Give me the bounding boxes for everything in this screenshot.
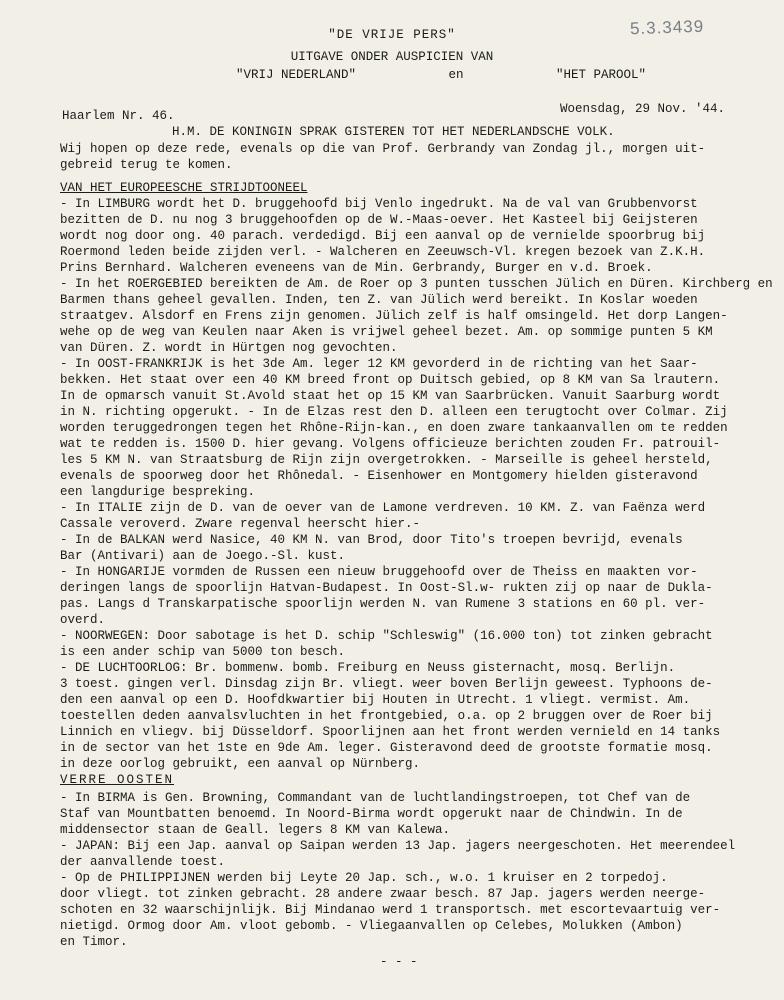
text-line: evenals de spoorweg door het Rhônedal. - Eisenhower en Montgomery hielden gisteravond bbox=[60, 469, 698, 483]
text-line: Bar (Antivari) aan de Joego.-Sl. kust. bbox=[60, 549, 346, 563]
text-line: Wij hopen op deze rede, evenals op die van Prof. Gerbrandy van Zondag jl., morgen uit- bbox=[60, 142, 706, 156]
text-line: - NOORWEGEN: Door sabotage is het D. schip "Schleswig" (16.000 ton) tot zinken gebracht bbox=[60, 629, 713, 643]
masthead-organisations bbox=[236, 68, 646, 82]
text-line: deringen langs de spoorlijn Hatvan-Budapest. In Oost-Sl.w- rukten zij op naar de Dukla- bbox=[60, 581, 713, 595]
masthead-subtitle: UITGAVE ONDER AUSPICIEN VAN bbox=[290, 50, 494, 64]
text-line: wordt nog door ong. 40 parach. verdedigd. Bij een aanval op de vernielde spoorbrug bij bbox=[60, 229, 706, 243]
text-line: - JAPAN: Bij een Jap. aanval op Saipan werden 13 Jap. jagers neergeschoten. Het meerendeel bbox=[60, 839, 736, 853]
text-line: - In OOST-FRANKRIJK is het 3de Am. leger 12 KM gevorderd in de richting van het Saar- bbox=[60, 357, 698, 371]
text-line: wat te redden is. 1500 D. hier gevang. Volgens officieuze berichten zouden Fr. patrouil- bbox=[60, 437, 721, 451]
masthead-conjunction: en bbox=[448, 68, 464, 82]
section-heading-europe: VAN HET EUROPEESCHE STRIJDTOONEEL bbox=[60, 181, 308, 195]
text-line: Prins Bernhard. Walcheren eveneens van de Min. Gerbrandy, Burger en v.d. Broek. bbox=[60, 261, 653, 275]
text-line: schoten en 32 waarschijnlijk. Bij Mindanao werd 1 transportsch. met escortevaartuig ver- bbox=[60, 903, 721, 917]
text-line: van Düren. Z. wordt in Hürtgen nog gevochten. bbox=[60, 341, 398, 355]
closing-dashes: - - - bbox=[380, 955, 418, 969]
text-line: Roermond leden beide zijden verl. - Walcheren en Zeeuwsch-Vl. kregen bezoek van Z.K.H. bbox=[60, 245, 706, 259]
text-line: - In LIMBURG wordt het D. bruggehoofd bij Venlo ingedrukt. Na de val van Grubbenvorst bbox=[60, 197, 698, 211]
text-line: - In HONGARIJE vormden de Russen een nieuw bruggehoofd over de Theiss en maakten vor- bbox=[60, 565, 698, 579]
archive-number-mark: 5.3.3439 bbox=[629, 16, 705, 39]
text-line: toestellen deden aanvalsvluchten in het frontgebied, o.a. op 2 bruggen over de Roer bij bbox=[60, 709, 713, 723]
text-line: middensector staan de Geall. legers 8 KM van Kalewa. bbox=[60, 823, 451, 837]
text-line: les 5 KM N. van Straatsburg de Rijn zijn overgetrokken. - Marseille is geheel hersteld, bbox=[60, 453, 713, 467]
issue-date: Woensdag, 29 Nov. '44. bbox=[560, 102, 726, 116]
text-line: In de opmarsch vanuit St.Avold staat het op 15 KM van Saarbrücken. Vanuit Saarburg wordt bbox=[60, 389, 721, 403]
text-line: overd. bbox=[60, 613, 106, 627]
masthead-org-vrij-nederland: "VRIJ NEDERLAND" bbox=[236, 68, 357, 82]
masthead-org-het-parool: "HET PAROOL" bbox=[555, 68, 646, 82]
text-line: 3 toest. gingen verl. Dinsdag zijn Br. vliegt. weer boven Berlijn geweest. Typhoons de- bbox=[60, 677, 713, 691]
section-heading-far-east: VERRE OOSTEN bbox=[60, 773, 175, 787]
text-line: - Op de PHILIPPIJNEN werden bij Leyte 20 Jap. sch., w.o. 1 kruiser en 2 torpedoj. bbox=[60, 871, 668, 885]
text-line: nietigd. Ormog door Am. vloot gebomb. - Vliegaanvallen op Celebes, Molukken (Ambon) bbox=[60, 919, 683, 933]
text-line: worden teruggedrongen tegen het Rhône-Rijn-kan., en doen zware tankaanvallen om te redden bbox=[60, 421, 728, 435]
text-line: in de sector van het 1ste en 9de Am. leger. Gisteravond deed de grootste formatie mosq. bbox=[60, 741, 713, 755]
text-line: straatgev. Alsdorf en Frens zijn genomen. Jülich zelf is half omsingeld. Het dorp Langen- bbox=[60, 309, 728, 323]
text-line: der aanvallende toest. bbox=[60, 855, 226, 869]
text-line: Linnich en vliegv. bij Düsseldorf. Spoorlijnen aan het front werden vernield en 14 tanks bbox=[60, 725, 721, 739]
text-line: een langdurige bespreking. bbox=[60, 485, 256, 499]
text-line: wehe op de weg van Keulen naar Aken is vrijwel geheel bezet. Am. op sommige punten 5 KM bbox=[60, 325, 713, 339]
text-line: den een aanval op een D. Hoofdkwartier bij Houten in Utrecht. 1 vliegt. vermist. Am. bbox=[60, 693, 691, 707]
text-line: - In de BALKAN werd Nasice, 40 KM N. van Brod, door Tito's troepen bevrijd, evenals bbox=[60, 533, 683, 547]
text-line: Cassale veroverd. Zware regenval heerscht hier.- bbox=[60, 517, 421, 531]
text-line: bezitten de D. nu nog 3 bruggehoofden op de W.-Maas-oever. Het Kasteel bij Geijsteren bbox=[60, 213, 698, 227]
text-line: pas. Langs d Transkarpatische spoorlijn werden N. van Rumene 3 stations en 60 pl. ver- bbox=[60, 597, 706, 611]
text-line: - In ITALIE zijn de D. van de oever van de Lamone verdreven. 10 KM. Z. van Faënza werd bbox=[60, 501, 706, 515]
text-line: bekken. Het staat over een 40 KM breed front op Duitsch gebied, op 8 KM van Sa lrautern. bbox=[60, 373, 721, 387]
text-line: door vliegt. tot zinken gebracht. 28 andere zwaar besch. 87 Jap. jagers werden neerge- bbox=[60, 887, 706, 901]
headline: H.M. DE KONINGIN SPRAK GISTEREN TOT HET NEDERLANDSCHE VOLK. bbox=[172, 125, 615, 139]
text-line: in deze oorlog gebruikt, een aanval op Nürnberg. bbox=[60, 757, 421, 771]
text-line: - In BIRMA is Gen. Browning, Commandant van de luchtlandingstroepen, tot Chef van de bbox=[60, 791, 691, 805]
text-line: - DE LUCHTOORLOG: Br. bommenw. bomb. Freiburg en Neuss gisternacht, mosq. Berlijn. bbox=[60, 661, 676, 675]
masthead-title: "DE VRIJE PERS" bbox=[328, 28, 456, 42]
text-line: en Timor. bbox=[60, 935, 128, 949]
text-line: Barmen thans geheel gevallen. Inden, ten Z. van Jülich werd bereikt. In Koslar woeden bbox=[60, 293, 698, 307]
text-line: in N. richting opgerukt. - In de Elzas rest den D. alleen een terugtocht over Colmar. Zij bbox=[60, 405, 728, 419]
text-line: Staf van Mountbatten benoemd. In Noord-Birma wordt opgerukt naar de Chindwin. In de bbox=[60, 807, 683, 821]
text-line: gebreid terug te komen. bbox=[60, 158, 233, 172]
text-line: - In het ROERGEBIED bereikten de Am. de Roer op 3 punten tusschen Jülich en Düren. Kirchberg en bbox=[60, 277, 773, 291]
issue-place-number: Haarlem Nr. 46. bbox=[62, 109, 175, 123]
text-line: is een ander schip van 5000 ton besch. bbox=[60, 645, 346, 659]
